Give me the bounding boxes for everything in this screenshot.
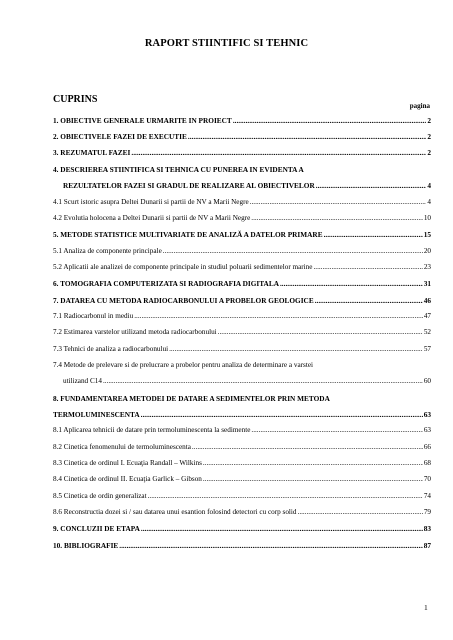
toc-entry-9[interactable] xyxy=(53,524,431,533)
toc-entry-7-2[interactable] xyxy=(53,328,431,337)
toc-entry-page: 2 xyxy=(427,132,431,141)
toc-leader-dots xyxy=(169,345,423,354)
toc-entry-text: 7.2 Estimarea varstelor utilizand metoda radiocarbonului xyxy=(53,328,217,336)
page-column-label: pagina xyxy=(409,102,430,110)
document-title: RAPORT STIINTIFIC SI TEHNIC xyxy=(144,38,309,49)
toc-leader-dots xyxy=(192,443,423,452)
toc-entry-page: 2 xyxy=(427,116,431,125)
toc-entry-text: 8.2 Cinetica fenomenului de termoluminescenta xyxy=(53,443,191,451)
toc-leader-dots xyxy=(251,426,422,435)
toc-entry-page: 15 xyxy=(423,230,431,239)
toc-entry-page: 63 xyxy=(423,410,431,419)
toc-entry-text: 4.2 Evolutia holocena a Deltei Dunarii si partii de NV a Marii Negre xyxy=(53,214,251,222)
toc-leader-dots xyxy=(141,524,423,533)
toc-entry-page: 74 xyxy=(423,492,431,500)
toc-leader-dots xyxy=(250,198,427,207)
toc-entry-page: 52 xyxy=(423,328,431,336)
toc-leader-dots xyxy=(119,541,422,550)
toc-entry-text: 4.1 Scurt istoric asupra Deltei Dunarii si partii de NV a Marii Negre xyxy=(53,198,249,206)
toc-entry-6[interactable] xyxy=(53,279,431,288)
toc-entry-text: 7. DATAREA CU METODA RADIOCARBONULUI A PROBELOR GEOLOGICE xyxy=(53,296,314,305)
toc-leader-dots xyxy=(218,328,423,337)
toc-entry-7[interactable] xyxy=(53,296,431,305)
toc-entry-text: 7.4 Metode de prelevare si de prelucrare a probelor pentru analiza de determinare a varstei xyxy=(53,361,314,369)
toc-entry-8-4[interactable] xyxy=(53,475,431,484)
toc-leader-dots xyxy=(203,459,423,468)
toc-leader-dots xyxy=(103,377,423,386)
toc-leader-dots xyxy=(131,148,426,157)
toc-entry-text: 8.6 Reconstructia dozei si / sau datarea unui esantion folosind detectori cu corp solid xyxy=(53,508,297,516)
toc-entry-text: 5.2 Aplicatii ale analizei de componente principale in studiul poluarii sedimentelor marine xyxy=(53,263,313,271)
toc-entry-page: 63 xyxy=(423,426,431,434)
toc-entry-page: 68 xyxy=(423,459,431,467)
toc-entry-text: 8.3 Cinetica de ordinul I. Ecuaţia Randall – Wilkins xyxy=(53,459,202,467)
toc-leader-dots xyxy=(280,279,423,288)
toc-entry-text: 3. REZUMATUL FAZEI xyxy=(53,148,131,157)
toc-entry-8-line1[interactable] xyxy=(53,394,431,403)
toc-entry-page: 66 xyxy=(423,443,431,451)
toc-entry-8-6[interactable] xyxy=(53,508,431,517)
toc-leader-dots xyxy=(316,181,427,190)
toc-entry-text: 8. FUNDAMENTAREA METODEI DE DATARE A SEDIMENTELOR PRIN METODA xyxy=(53,394,330,403)
toc-leader-dots xyxy=(324,230,423,239)
toc-entry-1[interactable] xyxy=(53,116,431,125)
toc-entry-text: 10. BIBLIOGRAFIE xyxy=(53,541,119,550)
toc-entry-text: 6. TOMOGRAFIA COMPUTERIZATA SI RADIOGRAFIA DIGITALA xyxy=(53,279,279,288)
toc-entry-8-3[interactable] xyxy=(53,459,431,468)
toc-entry-3[interactable] xyxy=(53,148,431,157)
toc-entry-page: 83 xyxy=(423,524,431,533)
toc-leader-dots xyxy=(298,508,423,517)
toc-entry-page: 87 xyxy=(423,541,431,550)
toc-entry-text: 8.1 Aplicarea tehnicii de datare prin termoluminescenta la sedimente xyxy=(53,426,251,434)
toc-leader-dots xyxy=(251,214,423,223)
toc-entry-7-1[interactable] xyxy=(53,312,431,321)
toc-entry-8-line2[interactable] xyxy=(53,410,431,419)
toc-entry-text: TERMOLUMINESCENTA xyxy=(53,410,140,419)
toc-entry-text: 5.1 Analiza de componente principale xyxy=(53,247,162,255)
toc-entry-page: 23 xyxy=(423,263,431,271)
toc-entry-text: 7.1 Radiocarbonul in mediu xyxy=(53,312,134,320)
toc-entry-5-1[interactable] xyxy=(53,247,431,256)
toc-entry-8-5[interactable] xyxy=(53,492,431,501)
toc-entry-2[interactable] xyxy=(53,132,431,141)
toc-entry-text: 2. OBIECTIVELE FAZEI DE EXECUTIE xyxy=(53,132,187,141)
toc-entry-4-2[interactable] xyxy=(53,214,431,223)
toc-entry-7-4-line2[interactable] xyxy=(63,377,431,386)
toc-entry-page: 31 xyxy=(423,279,431,288)
toc-entry-8-1[interactable] xyxy=(53,426,431,435)
toc-entry-text: utilizand C14 xyxy=(63,377,102,385)
toc-leader-dots xyxy=(141,410,423,419)
toc-entry-page: 10 xyxy=(423,214,431,222)
toc-heading: CUPRINS xyxy=(53,94,98,105)
toc-entry-page: 4 xyxy=(427,198,431,206)
toc-entry-text: 5. METODE STATISTICE MULTIVARIATE DE ANALIZĂ A DATELOR PRIMARE xyxy=(53,230,323,239)
toc-leader-dots xyxy=(233,116,427,125)
toc-leader-dots xyxy=(163,247,423,256)
toc-entry-5-2[interactable] xyxy=(53,263,431,272)
toc-entry-7-4-line1[interactable] xyxy=(53,361,431,370)
toc-entry-page: 70 xyxy=(423,475,431,483)
toc-entry-text: 4. DESCRIEREA STIINTIFICA SI TEHNICA CU PUNEREA IN EVIDENTA A xyxy=(53,165,304,174)
toc-entry-page: 60 xyxy=(423,377,431,385)
toc-entry-page: 57 xyxy=(423,345,431,353)
toc-entry-text: REZULTATELOR FAZEI SI GRADUL DE REALIZARE AL OBIECTIVELOR xyxy=(63,181,315,190)
toc-entry-8-2[interactable] xyxy=(53,443,431,452)
toc-entry-page: 2 xyxy=(427,148,431,157)
toc-entry-5[interactable] xyxy=(53,230,431,239)
toc-leader-dots xyxy=(148,492,423,501)
toc-entry-4-1[interactable] xyxy=(53,198,431,207)
toc-entry-4-line1[interactable] xyxy=(53,165,431,174)
toc-entry-page: 20 xyxy=(423,247,431,255)
toc-entry-4-line2[interactable] xyxy=(63,181,431,190)
toc-entry-text: 1. OBIECTIVE GENERALE URMARITE IN PROIECT xyxy=(53,116,232,125)
toc-leader-dots xyxy=(313,263,422,272)
toc-leader-dots xyxy=(203,475,423,484)
toc-leader-dots xyxy=(315,296,423,305)
toc-leader-dots xyxy=(134,312,423,321)
toc-entry-text: 7.3 Tehnici de analiza a radiocarbonului xyxy=(53,345,169,353)
toc-entry-text: 9. CONCLUZII DE ETAPA xyxy=(53,524,140,533)
toc-entry-page: 79 xyxy=(423,508,431,516)
toc-entry-text: 8.4 Cinetica de ordinul II. Ecuaţia Garlick – Gibson xyxy=(53,475,202,483)
toc-entry-page: 47 xyxy=(423,312,431,320)
toc-entry-10[interactable] xyxy=(53,541,431,550)
toc-entry-page: 4 xyxy=(427,181,431,190)
toc-leader-dots xyxy=(188,132,426,141)
page-number: 1 xyxy=(424,603,428,612)
toc-entry-page: 46 xyxy=(423,296,431,305)
toc-entry-text: 8.5 Cinetica de ordin generalizat xyxy=(53,492,147,500)
toc-entry-7-3[interactable] xyxy=(53,345,431,354)
